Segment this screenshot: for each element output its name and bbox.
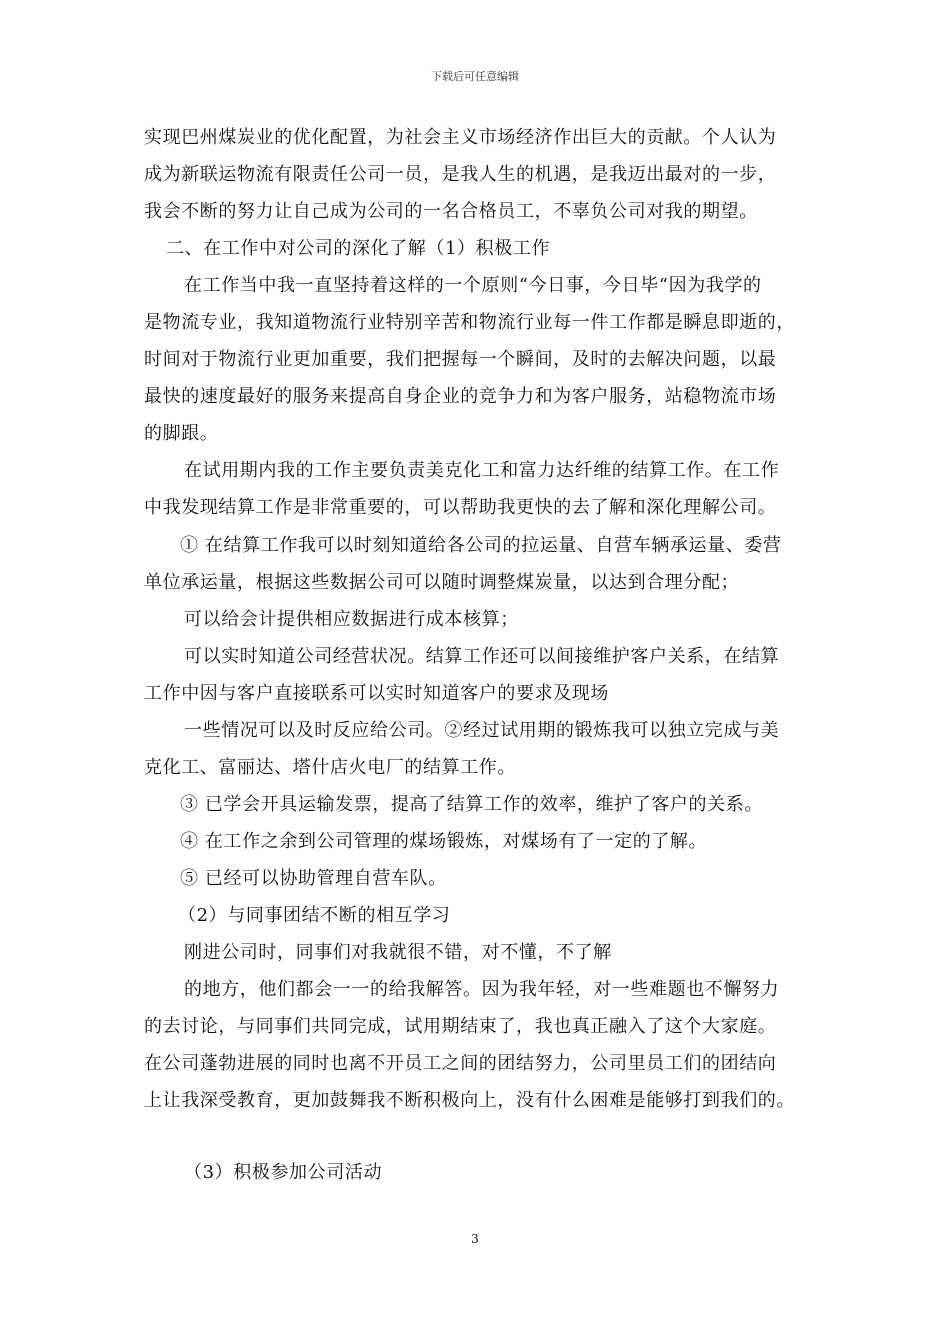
text-line: 工作中因与客户直接联系可以实时知道客户的要求及现场 bbox=[144, 683, 609, 704]
text-line: 是物流专业，我知道物流行业特别辛苦和物流行业每一件工作都是瞬息即逝的， bbox=[144, 312, 795, 333]
text-line: 中我发现结算工作是非常重要的，可以帮助我更快的去了解和深化理解公司。 bbox=[144, 497, 777, 518]
text-line: 时间对于物流行业更加重要，我们把握每一个瞬间，及时的去解决问题，以最 bbox=[144, 349, 777, 370]
text-line: 在试用期内我的工作主要负责美克化工和富力达纤维的结算工作。在工作 bbox=[184, 460, 780, 481]
text-line: 的脚跟。 bbox=[144, 423, 219, 444]
section-heading: 二、在工作中对公司的深化了解（1）积极工作 bbox=[166, 238, 551, 259]
section-heading: （3）积极参加公司活动 bbox=[184, 1162, 383, 1183]
text-line: 我会不断的努力让自己成为公司的一名合格员工，不辜负公司对我的期望。 bbox=[144, 201, 758, 222]
text-line: 最快的速度最好的服务来提高自身企业的竞争力和为客户服务，站稳物流市场 bbox=[144, 386, 777, 407]
text-line: 可以给会计提供相应数据进行成本核算； bbox=[184, 609, 519, 630]
page-number: 3 bbox=[471, 1232, 479, 1246]
text-line: 克化工、富丽达、塔什店火电厂的结算工作。 bbox=[144, 757, 516, 778]
page-header: 下载后可任意编辑 bbox=[431, 70, 519, 83]
list-item: ⑤ 已经可以协助管理自营车队。 bbox=[180, 868, 447, 889]
text-line: 的去讨论，与同事们共同完成，试用期结束了，我也真正融入了这个大家庭。 bbox=[144, 1016, 777, 1037]
text-line: 刚进公司时，同事们对我就很不错，对不懂，不了解 bbox=[184, 942, 612, 963]
text-line: 的地方，他们都会一一的给我解答。因为我年轻，对一些难题也不懈努力 bbox=[184, 979, 780, 1000]
text-line: 一些情况可以及时反应给公司。②经过试用期的锻炼我可以独立完成与美 bbox=[184, 720, 780, 741]
text-line: 在工作当中我一直坚持着这样的一个原则“今日事，今日毕“因为我学的 bbox=[184, 275, 762, 296]
list-item: ④ 在工作之余到公司管理的煤场锻炼，对煤场有了一定的了解。 bbox=[180, 831, 708, 852]
section-heading: （2）与同事团结不断的相互学习 bbox=[178, 905, 451, 926]
text-line: 上让我深受教育，更加鼓舞我不断积极向上，没有什么困难是能够打到我们的。 bbox=[144, 1090, 795, 1111]
text-line: 可以实时知道公司经营状况。结算工作还可以间接维护客户关系，在结算 bbox=[184, 646, 780, 667]
list-item: ③ 已学会开具运输发票，提高了结算工作的效率，维护了客户的关系。 bbox=[180, 794, 763, 815]
text-line: 单位承运量，根据这些数据公司可以随时调整煤炭量，以达到合理分配； bbox=[144, 572, 740, 593]
text-line: 在公司蓬勃进展的同时也离不开员工之间的团结努力，公司里员工们的团结向 bbox=[144, 1053, 777, 1074]
text-line: 成为新联运物流有限责任公司一员，是我人生的机遇，是我迈出最对的一步， bbox=[144, 164, 777, 185]
text-line: 实现巴州煤炭业的优化配置，为社会主义市场经济作出巨大的贡献。个人认为 bbox=[144, 127, 777, 148]
list-item: ① 在结算工作我可以时刻知道给各公司的拉运量、自营车辆承运量、委营 bbox=[180, 535, 782, 556]
